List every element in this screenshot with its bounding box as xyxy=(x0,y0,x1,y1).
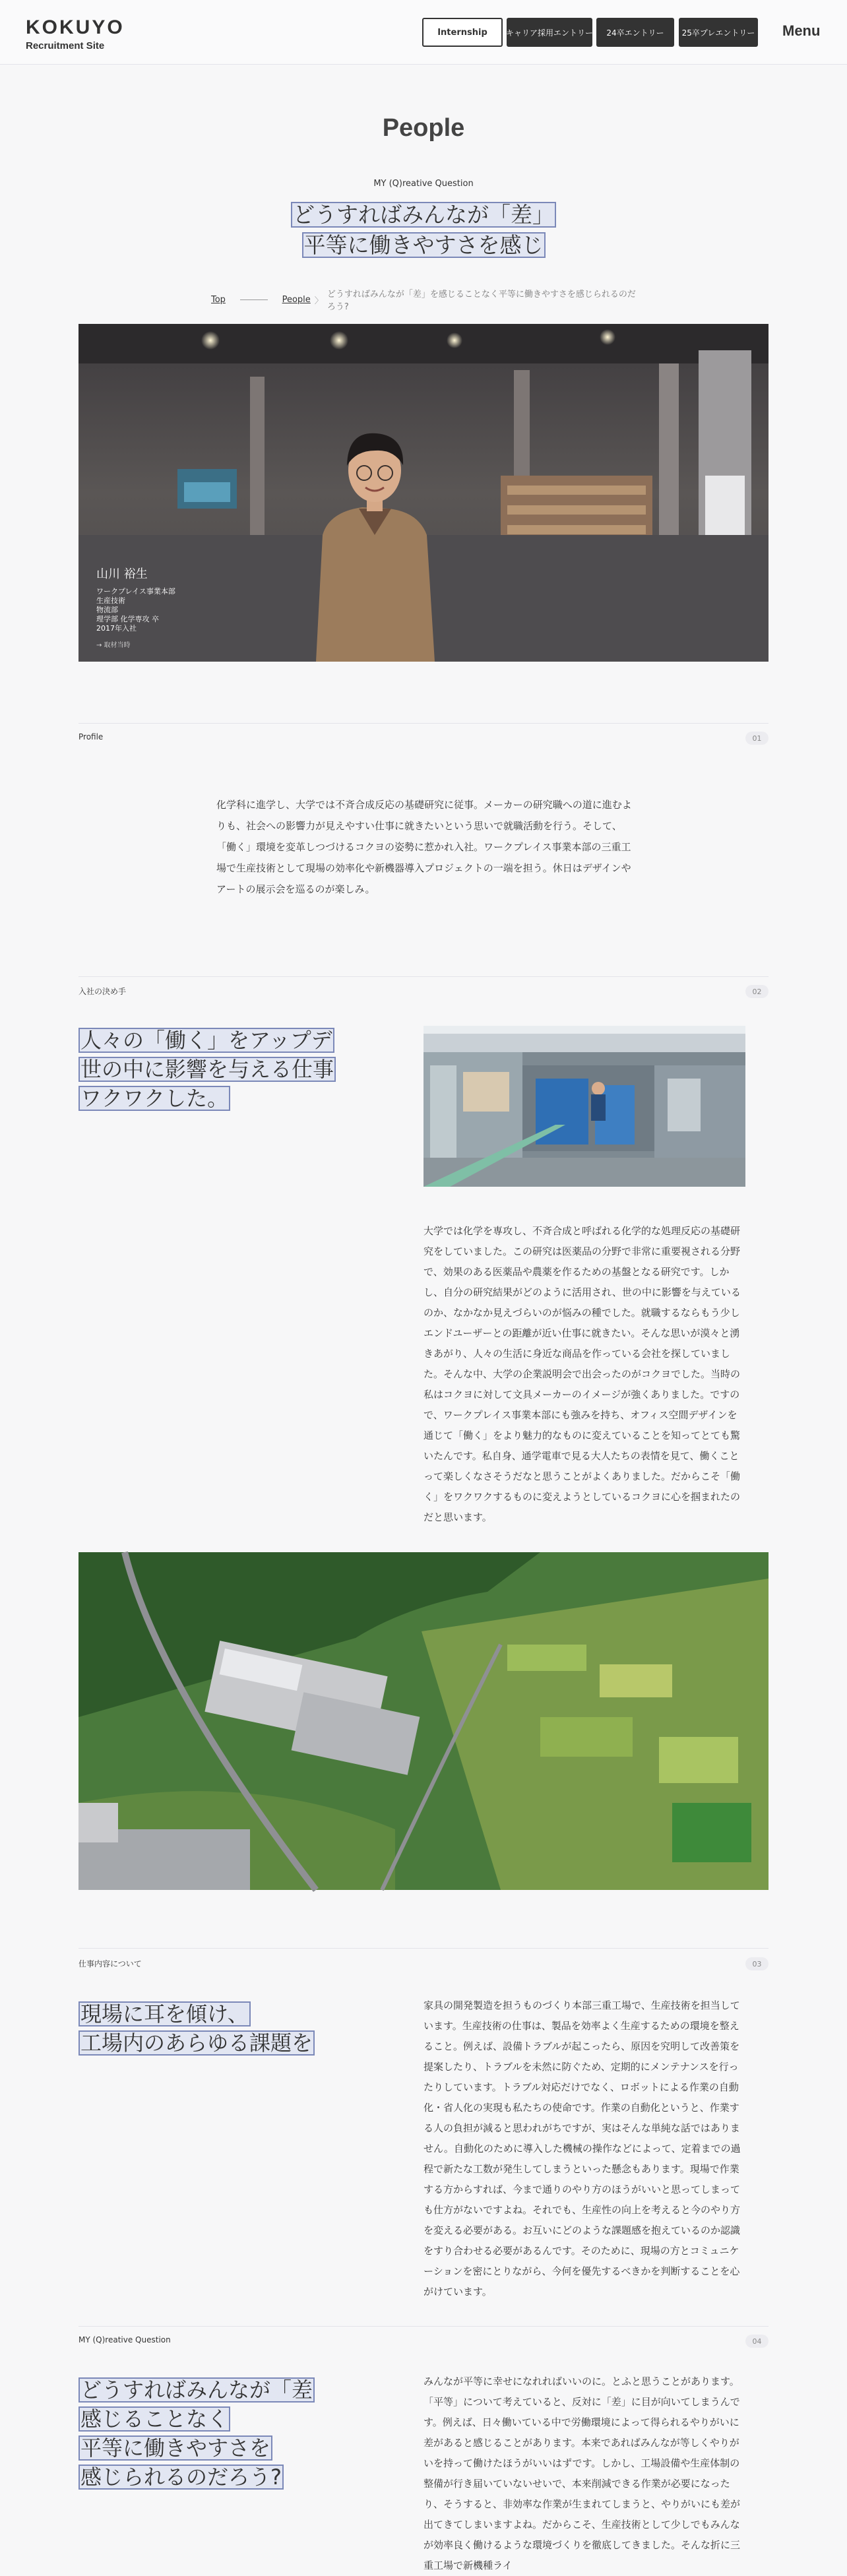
profile-caption xyxy=(96,566,175,650)
section-label-job: 仕事内容について xyxy=(78,1959,142,1968)
heading-line: 平等に働きやすさを xyxy=(78,2435,272,2461)
entry-24-button[interactable]: 24卒エントリー xyxy=(596,18,674,47)
section-heading-decision xyxy=(78,1026,395,1113)
section-body-job: 家具の開発製造を担うものづくり本部三重工場で、生産技術を担当しています。生産技術の仕事は、製品を効率よく生産するための環境を整えること。例えば、設備トラブルが起こったら、原因を究明して改善策を提案したり、トラブルを未然に防ぐため、定期的にメンテナンスを行ったりしています。トラブル対応だけでなく、ロボットによる作業の自動化・省人化の実現も私たちの使命です。作業の自動化というと、作業する人の負担が減ると思われがちですが、実はそんな単純な話ではありません。自動化のために導入した機械の操作などによって、定着までの過程で新たな工数が発生してしまうといった懸念もあります。現場で作業する方からすれば、今まで通りのやり方のほうがいいと思ってしまっても仕方がないですよね。それでも、生産性の向上を考えると今のやり方を変える必要がある。お互いにどのような課題感を抱えているのか認識をすり合わせる必要があるんです。そのために、現場の方とコミュニケーションを密にとりながら、今何を優先するべきかを判断することを心がけています。 xyxy=(424,1999,741,2298)
section-heading-question xyxy=(78,2375,395,2492)
person-role-line: ワークプレイス事業本部 xyxy=(96,587,175,596)
photo-credit: → 取材当時 xyxy=(96,642,131,649)
section-number: 02 xyxy=(745,985,769,998)
person-role-line: 2017年入社 xyxy=(96,624,137,633)
logo[interactable] xyxy=(26,18,125,51)
heading-line: 世の中に影響を与える仕事 xyxy=(78,1057,336,1082)
section-label-profile: Profile xyxy=(78,732,104,741)
internship-button[interactable]: Internship xyxy=(422,18,503,47)
section-divider xyxy=(78,976,769,977)
breadcrumb-current: どうすればみんなが「差」を感じることなく平等に働きやすさを感じられるのだろう? xyxy=(327,290,636,312)
section-divider xyxy=(78,1948,769,1949)
section-label-decision: 入社の決め手 xyxy=(78,987,127,996)
breadcrumb-top[interactable]: Top xyxy=(211,294,226,305)
section-number: 01 xyxy=(745,732,769,745)
heading-line: 感じることなく xyxy=(78,2406,230,2432)
section-label-question: MY (Q)reative Question xyxy=(78,2335,171,2344)
site-header xyxy=(0,0,847,65)
hero-heading-line: 平等に働きやすさを感じ xyxy=(302,232,546,258)
menu-button[interactable]: Menu xyxy=(782,22,821,39)
heading-line: どうすればみんなが「差 xyxy=(78,2377,315,2403)
section-heading-job xyxy=(78,1999,395,2058)
hero-eyebrow: MY (Q)reative Question xyxy=(373,179,474,189)
career-entry-button[interactable]: キャリア採用エントリー xyxy=(507,18,592,47)
heading-line: 感じられるのだろう? xyxy=(78,2465,284,2490)
heading-line: 人々の「働く」をアップデ xyxy=(78,1028,334,1053)
person-role-line: 物流部 xyxy=(96,606,118,614)
factory-aerial-photo xyxy=(78,1552,769,1890)
section-number: 04 xyxy=(745,2335,769,2348)
person-name: 山川 裕生 xyxy=(96,567,148,581)
heading-line: 現場に耳を傾け、 xyxy=(78,2001,251,2026)
breadcrumb-people[interactable]: People xyxy=(282,294,311,305)
section-divider xyxy=(78,723,769,724)
breadcrumb-separator: 〉 xyxy=(314,296,323,306)
section-body-question: みんなが平等に幸せになれればいいのに。とふと思うことがあります。「平等」について考えていると、反対に「差」に目が向いてしまうんです。例えば、日々働いている中で労働環境によって得られるやりがいに差があると感じることがあります。本来であればみんなが等しくやりがいを持って働けたほうがいいはずです。しかし、工場設備や生産体制の整備が行き届いていないせいで、本来削減できる作業が必要になったり、そうすると、非効率な作業が生まれてしまうと、やりがいにも差が出てきてしまいますよね。だからこそ、生産技術として少しでもみんなが効率良く働けるような環境づくりを徹底してきました。そんな折に三重工場で新機種ライ xyxy=(424,2375,741,2571)
hero-heading-line: どうすればみんなが「差」 xyxy=(291,202,556,228)
section-number: 03 xyxy=(745,1957,769,1970)
logo-mark: KOKUYO xyxy=(26,16,125,38)
page-title: People xyxy=(382,114,465,142)
heading-line: 工場内のあらゆる課題を xyxy=(78,2030,315,2056)
hero-portrait-photo xyxy=(78,324,769,662)
person-role-line: 生産技術 xyxy=(96,596,125,605)
breadcrumb-divider xyxy=(240,299,268,300)
section-divider xyxy=(78,2326,769,2327)
heading-line: ワクワクした。 xyxy=(78,1086,230,1111)
person-role-line: 理学部 化学専攻 卒 xyxy=(96,615,159,623)
factory-interior-photo xyxy=(424,1026,745,1187)
profile-text: 化学科に進学し、大学では不斉合成反応の基礎研究に従事。メーカーの研究職への道に進むよりも、社会への影響力が見えやすい仕事に就きたいという思いで就職活動を行う。そして、「働く」環境を変革しつづけるコクヨの姿勢に惹かれ入社。ワークプレイス事業本部の三重工場で生産技術として現場の効率化や新機器導入プロジェクトの一端を担う。休日はデザインやアートの展示会を巡るのが楽しみ。 xyxy=(216,799,632,895)
breadcrumb xyxy=(211,290,640,312)
section-body-decision: 大学では化学を専攻し、不斉合成と呼ばれる化学的な処理反応の基礎研究をしていました。この研究は医薬品の分野で非常に重要視される分野で、効果のある医薬品や農薬を作るための基盤となる研究です。しかし、自分の研究結果がどのように活用され、世の中に影響を与えているのか、なかなか見えづらいのが悩みの種でした。就職するならもう少しエンドユーザーとの距離が近い仕事に就きたい。そんな思いが漠々と湧きあがり、人々の生活に身近な商品を作っている会社を探していました。そんな中、大学の企業説明会で出会ったのがコクヨでした。当時の私はコクヨに対して文具メーカーのイメージが強くありました。ですので、ワークプレイス事業本部にも強みを持ち、オフィス空間デザインを通じて「働く」をより魅力的なものに変えていることを知ってとても驚いたんです。私自身、通学電車で見る大人たちの表情を見て、働くことって楽しくなさそうだなと思うことがよくありました。だからこそ「働く」をワクワクするものに変えようとしているコクヨに心を掴まれたのだと思います。 xyxy=(424,1225,741,1523)
hero-heading xyxy=(0,200,847,261)
pre-entry-25-button[interactable]: 25卒プレエントリー xyxy=(679,18,758,47)
logo-subtitle: Recruitment Site xyxy=(26,40,105,51)
